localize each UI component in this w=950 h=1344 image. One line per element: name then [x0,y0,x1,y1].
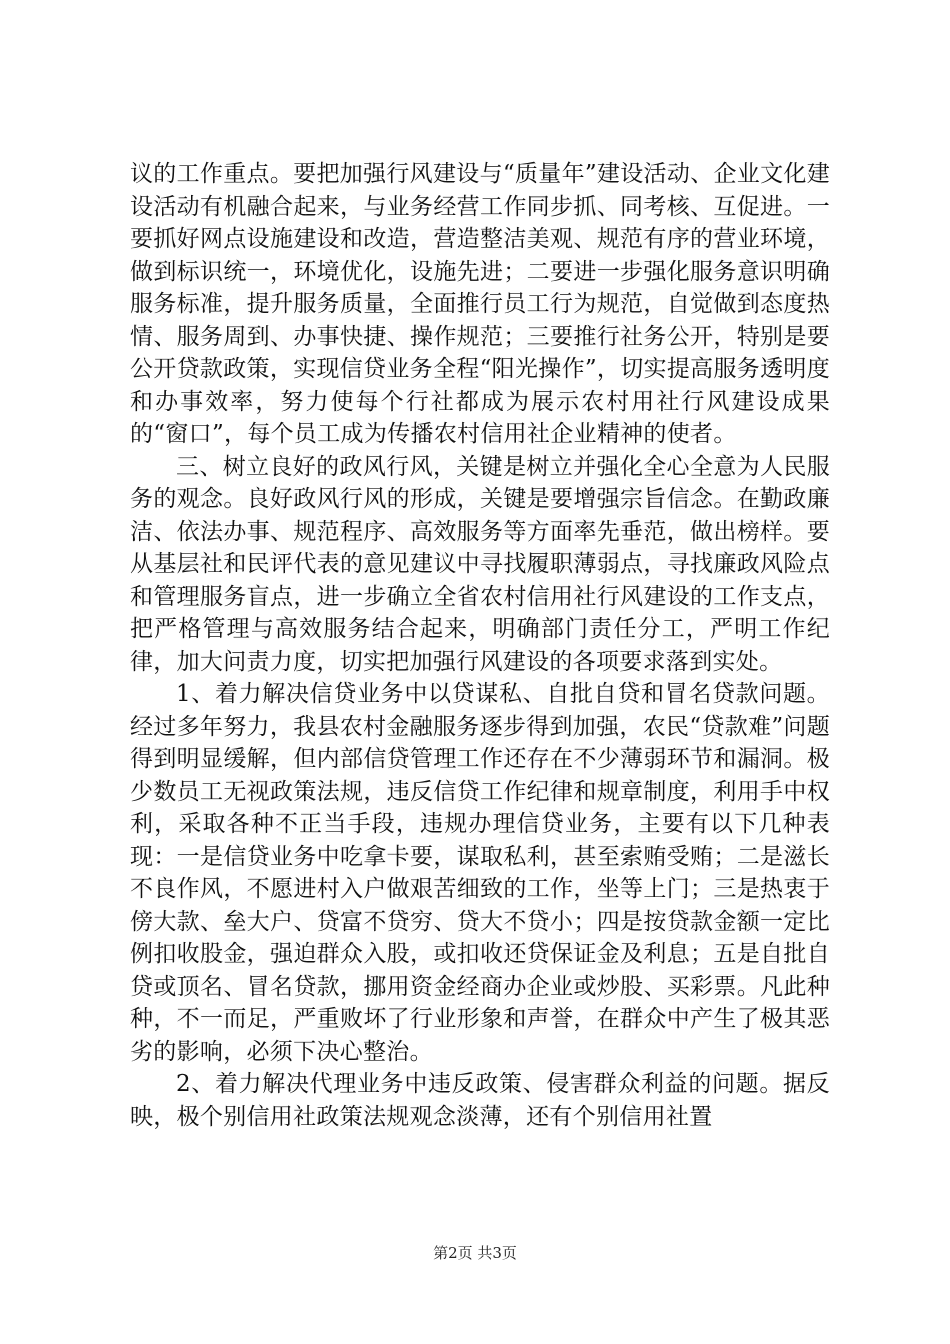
paragraph-1: 议的工作重点。要把加强行风建设与“质量年”建设活动、企业文化建设活动有机融合起来，与业务经营工作同步抓、同考核、互促进。一要抓好网点设施建设和改造，营造整洁美观、规范有序的营业环境，做到标识统一，环境优化，设施先进；二要进一步强化服务意识明确服务标准，提升服务质量，全面推行员工行为规范，自觉做到态度热情、服务周到、办事快捷、操作规范；三要推行社务公开，特别是要公开贷款政策，实现信贷业务全程“阳光操作”，切实提高服务透明度和办事效率，努力使每个行社都成为展示农村用社行风建设成果的“窗口”，每个员工成为传播农村信用社企业精神的使者。 [130,161,830,447]
paragraph-3: 1、着力解决信贷业务中以贷谋私、自批自贷和冒名贷款问题。经过多年努力，我县农村金融服务逐步得到加强，农民“贷款难”问题得到明显缓解，但内部信贷管理工作还存在不少薄弱环节和漏洞。极少数员工无视政策法规，违反信贷工作纪律和规章制度，利用手中权利，采取各种不正当手段，违规办理信贷业务，主要有以下几种表现：一是信贷业务中吃拿卡要，谋取私利，甚至索贿受贿；二是滋长不良作风，不愿进村入户做艰苦细致的工作，坐等上门；三是热衷于傍大款、垒大户、贷富不贷穷、贷大不贷小；四是按贷款金额一定比例扣收股金，强迫群众入股，或扣收还贷保证金及利息；五是自批自贷或顶名、冒名贷款，挪用资金经商办企业或炒股、买彩票。凡此种种，不一而足，严重败坏了行业形象和声誉，在群众中产生了极其恶劣的影响，必须下决心整治。 [130,681,830,1065]
paragraph-2: 三、树立良好的政风行风，关键是树立并强化全心全意为人民服务的观念。良好政风行风的形成，关键是要增强宗旨信念。在勤政廉洁、依法办事、规范程序、高效服务等方面率先垂范，做出榜样。要从基层社和民评代表的意见建议中寻找履职薄弱点，寻找廉政风险点和管理服务盲点，进一步确立全省农村信用社行风建设的工作支点，把严格管理与高效服务结合起来，明确部门责任分工，严明工作纪律，加大问责力度，切实把加强行风建设的各项要求落到实处。 [130,453,830,675]
page-number-footer: 第2页 共3页 [433,1244,517,1262]
body-text [130,158,830,1133]
paragraph-4: 2、着力解决代理业务中违反政策、侵害群众利益的问题。据反映，极个别信用社政策法规观念淡薄，还有个别信用社置 [130,1071,830,1130]
